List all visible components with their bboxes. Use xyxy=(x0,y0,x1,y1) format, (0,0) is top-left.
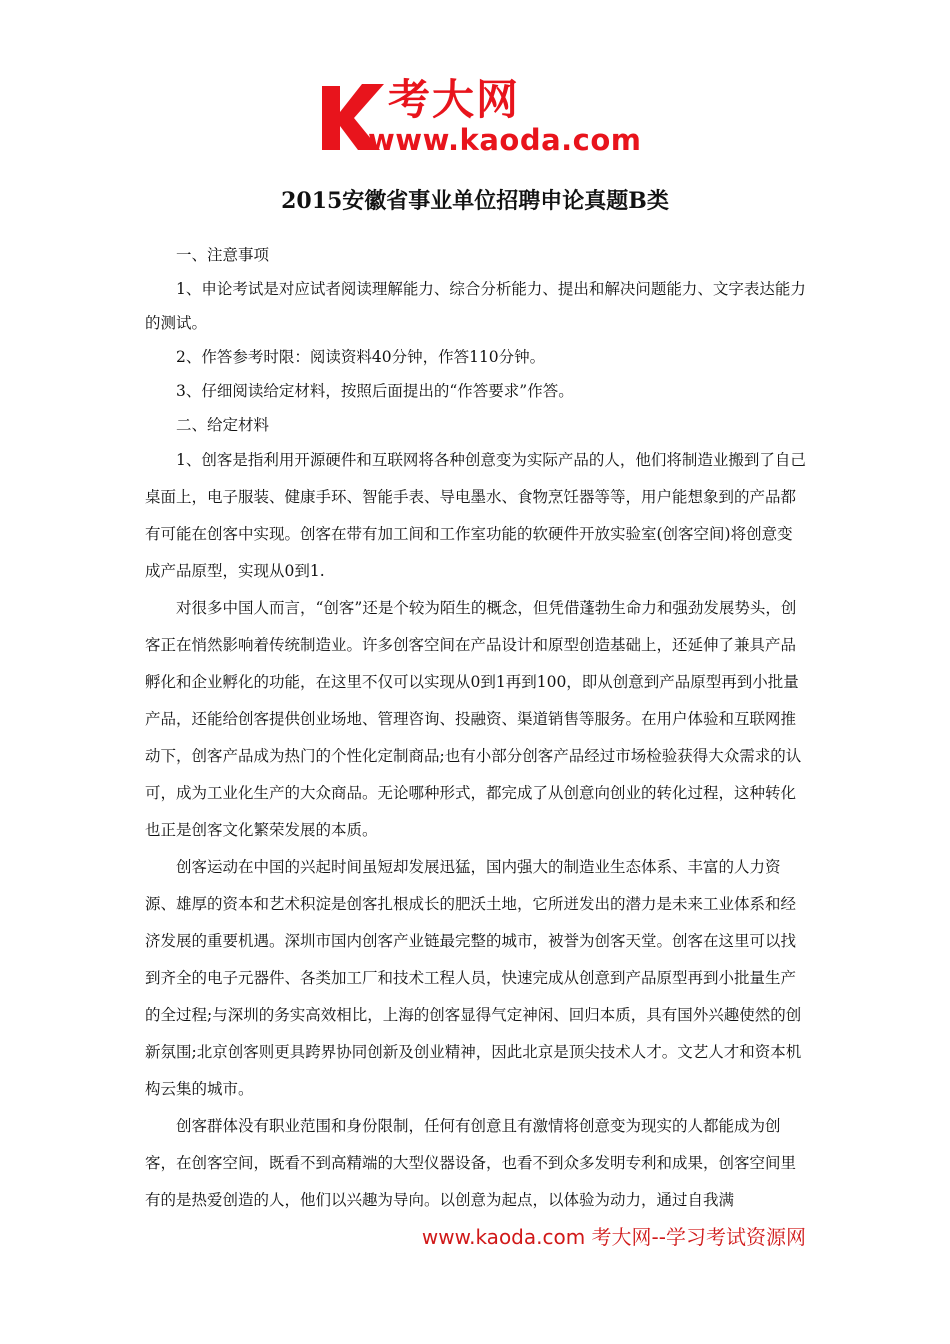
document-title: 2015安徽省事业单位招聘申论真题B类 xyxy=(281,188,669,214)
material-paragraph: 对很多中国人而言，“创客”还是个较为陌生的概念，但凭借蓬勃生命力和强劲发展势头，创客正在悄然影响着传统制造业。许多创客空间在产品设计和原型创造基础上，还延伸了兼具产品孵化和企业孵化的功能，在这里不仅可以实现从0到1再到100，即从创意到产品原型再到小批量产品，还能给创客提供创业场地、管理咨询、投融资、渠道销售等服务。在用户体验和互联网推动下，创客产品成为热门的个性化定制商品;也有小部分创客产品经过市场检验获得大众需求的认可，成为工业化生产的大众商品。无论哪种形式，都完成了从创意向创业的转化过程，这种转化也正是创客文化繁荣发展的本质。 xyxy=(145,599,802,839)
document-body xyxy=(145,238,807,1219)
notice-item-3: 3、仔细阅读给定材料，按照后面提出的“作答要求”作答。 xyxy=(176,382,574,400)
section-heading-notice: 一、注意事项 xyxy=(176,246,270,264)
footer-link[interactable]: www.kaoda.com 考大网--学习考试资源网 xyxy=(421,1225,806,1249)
material-paragraph: 创客运动在中国的兴起时间虽短却发展迅猛，国内强大的制造业生态体系、丰富的人力资源、雄厚的资本和艺术积淀是创客扎根成长的肥沃土地，它所迸发出的潜力是未来工业体系和经济发展的重要机遇。深圳市国内创客产业链最完整的城市，被誉为创客天堂。创客在这里可以找到齐全的电子元器件、各类加工厂和技术工程人员，快速完成从创意到产品原型再到小批量生产的全过程;与深圳的务实高效相比，上海的创客显得气定神闲、回归本质，具有国外兴趣使然的创新氛围;北京创客则更具跨界协同创新及创业精神，因此北京是顶尖技术人才。文艺人才和资本机构云集的城市。 xyxy=(145,858,802,1098)
material-paragraph: 创客群体没有职业范围和身份限制，任何有创意且有激情将创意变为现实的人都能成为创客，在创客空间，既看不到高精端的大型仪器设备，也看不到众多发明专利和成果，创客空间里有的是热爱创造的人，他们以兴趣为导向。以创意为起点，以体验为动力，通过自我满 xyxy=(145,1117,797,1209)
logo-name: 考大网 xyxy=(388,75,521,124)
logo-url: www.kaoda.com xyxy=(368,123,642,157)
site-logo xyxy=(318,75,648,158)
material-paragraph: 1、创客是指利用开源硬件和互联网将各种创意变为实际产品的人，他们将制造业搬到了自己桌面上，电子服装、健康手环、智能手表、导电墨水、食物烹饪器等等，用户能想象到的产品都有可能在创客中实现。创客在带有加工间和工作室功能的软硬件开放实验室(创客空间)将创意变成产品原型，实现从0到1. xyxy=(145,451,806,580)
notice-item-2: 2、作答参考时限：阅读资料40分钟，作答110分钟。 xyxy=(176,348,546,366)
section-heading-materials: 二、给定材料 xyxy=(176,416,270,434)
notice-item-1: 1、申论考试是对应试者阅读理解能力、综合分析能力、提出和解决问题能力、文字表达能力的测试。 xyxy=(145,280,806,332)
